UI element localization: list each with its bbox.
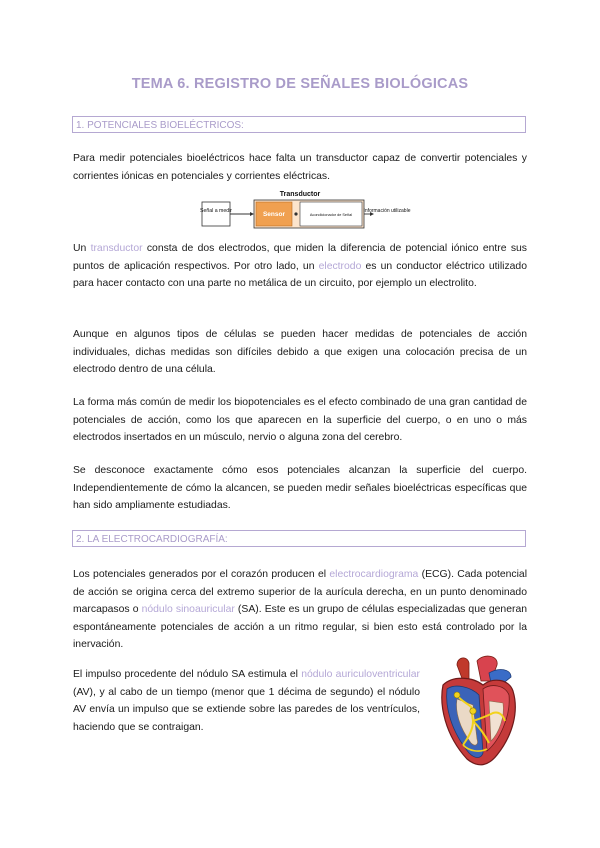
keyword-nodulo-sinoauricular: nódulo sinoauricular — [141, 604, 235, 616]
diagram-input-label: Señal a medir — [199, 208, 233, 214]
keyword-electrodo: electrodo — [318, 260, 362, 272]
diagram-title: Transductor — [279, 191, 321, 198]
transducer-diagram — [199, 190, 411, 230]
paragraph-superficie: Se desconoce exactamente cómo esos potenciales alcanzan la superficie del cuerpo. Independientemente de cómo la alcancen, se pueden medir señales bioeléctricas específicas que han sido ampliamente estudiadas. — [73, 465, 527, 512]
paragraph-biopotenciales: La forma más común de medir los biopotenciales es el efecto combinado de una gran cantidad de potenciales de acción, como los que aparecen en la superficie del cuerpo, o en uno o más electrodos insertados en un músculo, nervio o alguna zona del cerebro. — [73, 397, 527, 444]
paragraph-transductor-intro: Para medir potenciales bioeléctricos hace falta un transductor capaz de convertir potenciales y corrientes iónicas en potenciales y corrientes eléctricas. — [73, 153, 527, 182]
keyword-nodulo-auriculoventricular: nódulo auriculoventricular — [301, 669, 420, 680]
paragraph-nodulo-av: El impulso procedente del nódulo SA estimula el nódulo auriculoventricular (AV), y al cabo de un tiempo (menor que 1 décima de segundo) el nódulo AV envía un impulso que se extiende sobre las paredes de los ventrículos, haciendo que se contraigan. — [73, 669, 420, 733]
page-title: TEMA 6. REGISTRO DE SEÑALES BIOLÓGICAS — [131, 76, 469, 92]
diagram-input-box — [199, 202, 233, 226]
section-heading-1: 1. POTENCIALES BIOELÉCTRICOS: — [72, 116, 526, 133]
paragraph-ecg: Los potenciales generados por el corazón producen el electrocardiograma (ECG). Cada potencial de acción se origina cerca del extremo superior de la aurícula derecha, en un punto denominado marcapasos o nódulo sinoauricular (SA). Este es un grupo de células especializadas que generan espontáneamente potenciales de acción a un ritmo regular, si bien esto está controlado por la inervación. — [73, 569, 528, 651]
diagram-output-label: Información utilizable — [363, 208, 411, 214]
heart-conduction-illustration — [427, 655, 527, 772]
paragraph-celulas: Aunque en algunos tipos de células se pueden hacer medidas de potenciales de acción individuales, dichas medidas son difíciles debido a que exigen una colocación precisa de un electrodo dentro de una célula. — [73, 329, 527, 376]
keyword-transductor: transductor — [90, 243, 143, 254]
diagram-conditioner-label: Acondicionador de Señal — [309, 213, 353, 217]
keyword-electrocardiograma: electrocardiograma — [329, 569, 419, 580]
diagram-sensor-label: Sensor — [262, 211, 286, 218]
section-heading-2: 2. LA ELECTROCARDIOGRAFÍA: — [72, 530, 526, 547]
paragraph-transductor-electrodo: Un transductor consta de dos electrodos, que miden la diferencia de potencial iónico entre sus puntos de aplicación respectivos. Por otro lado, un electrodo es un conductor eléctrico utilizado para hacer contacto con una parte no metálica de un circuito, por ejemplo un electrolito. — [73, 243, 527, 290]
